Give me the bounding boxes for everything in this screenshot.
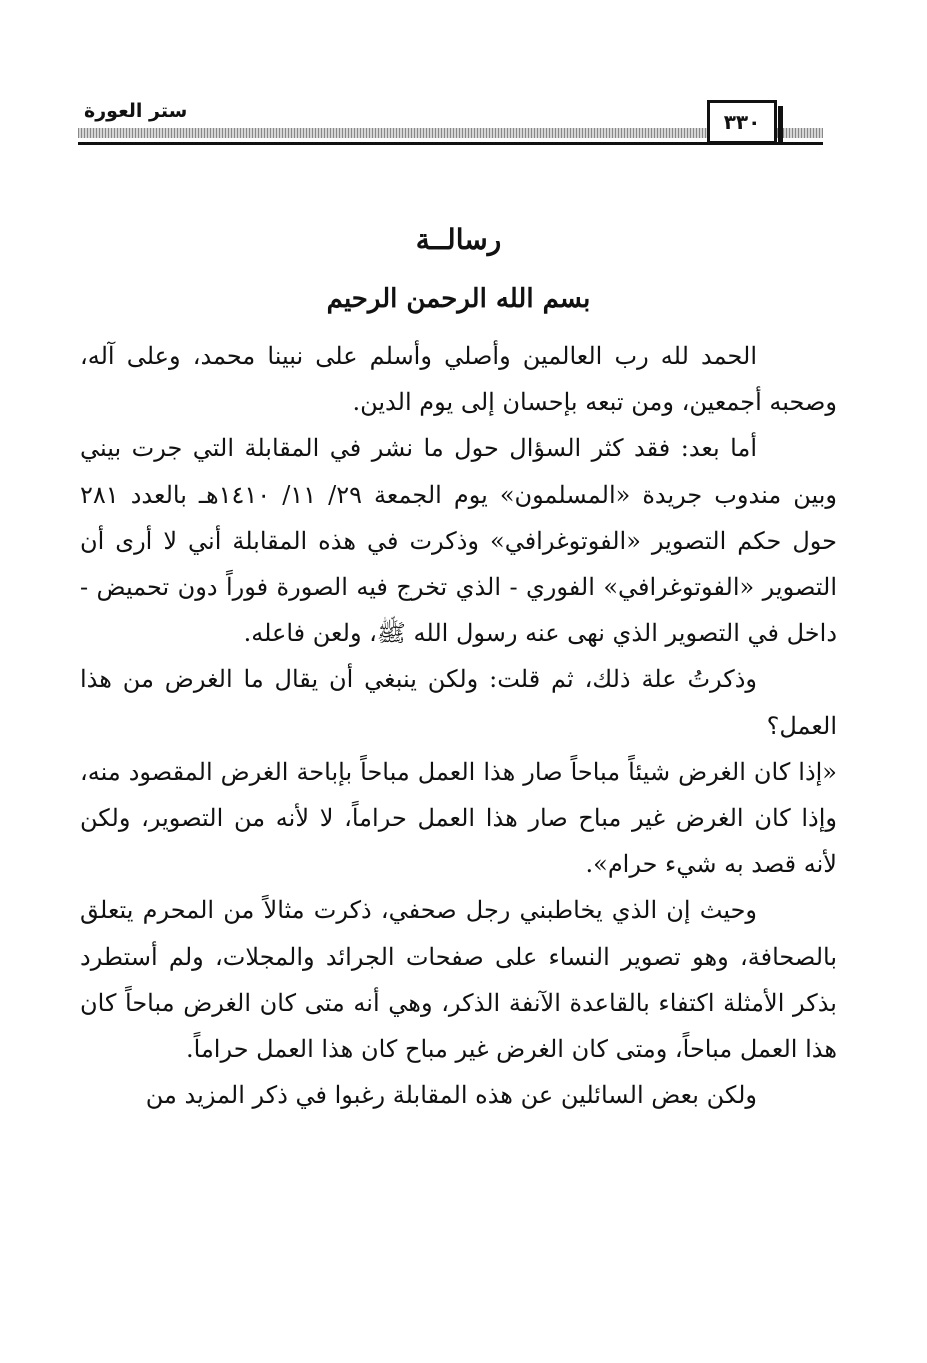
page-header	[78, 96, 823, 152]
paragraph-6: ولكن بعض السائلين عن هذه المقابلة رغبوا في ذكر المزيد من	[145, 1081, 757, 1110]
paragraph-1: الحمد لله رب العالمين وأصلي وأسلم على نبينا محمد، وعلى آله، وصحبه أجمعين، ومن تبعه بإحسان إلى يوم الدين.	[80, 342, 837, 417]
basmala-heading: بسم الله الرحمن الرحيم	[326, 284, 591, 314]
letter-title: رسالــة	[415, 223, 502, 256]
paragraph-4-quote: «إذا كان الغرض شيئاً مباحاً صار هذا العمل مباحاً بإباحة الغرض المقصود منه، وإذا كان الغرض غير مباح صار هذا العمل حراماً، لا لأنه من التصوير، ولكن لأنه قصد به شيء حرام».	[80, 757, 837, 879]
page-body	[80, 215, 837, 1118]
running-title: ستر العورة	[78, 96, 193, 126]
paragraph-3: وذكرتُ علة ذلك، ثم قلت: ولكن ينبغي أن يقال ما الغرض من هذا العمل؟	[80, 665, 837, 740]
page-number: ٣٣٠	[707, 100, 777, 144]
paragraph-2: أما بعد: فقد كثر السؤال حول ما نشر في المقابلة التي جرت بيني وبين مندوب جريدة «المسلمون» يوم الجمعة ٢٩/ ١١/ ١٤١٠هـ بالعدد ٢٨١ حول حكم التصوير «الفوتوغرافي» وذكرت في هذه المقابلة أني لا أرى أن التصوير «الفوتوغرافي» الفوري - الذي تخرج فيه الصورة فوراً دون تحميض - داخل في التصوير الذي نهى عنه رسول الله ﷺ، ولعن فاعله.	[80, 434, 837, 648]
paragraph-5: وحيث إن الذي يخاطبني رجل صحفي، ذكرت مثالاً من المحرم يتعلق بالصحافة، وهو تصوير النساء على صفحات الجرائد والمجلات، ولم أستطرد بذكر الأمثلة اكتفاء بالقاعدة الآنفة الذكر، وهي أنه متى كان الغرض مباحاً كان هذا العمل مباحاً، ومتى كان الغرض غير مباح كان هذا العمل حراماً.	[80, 896, 838, 1064]
